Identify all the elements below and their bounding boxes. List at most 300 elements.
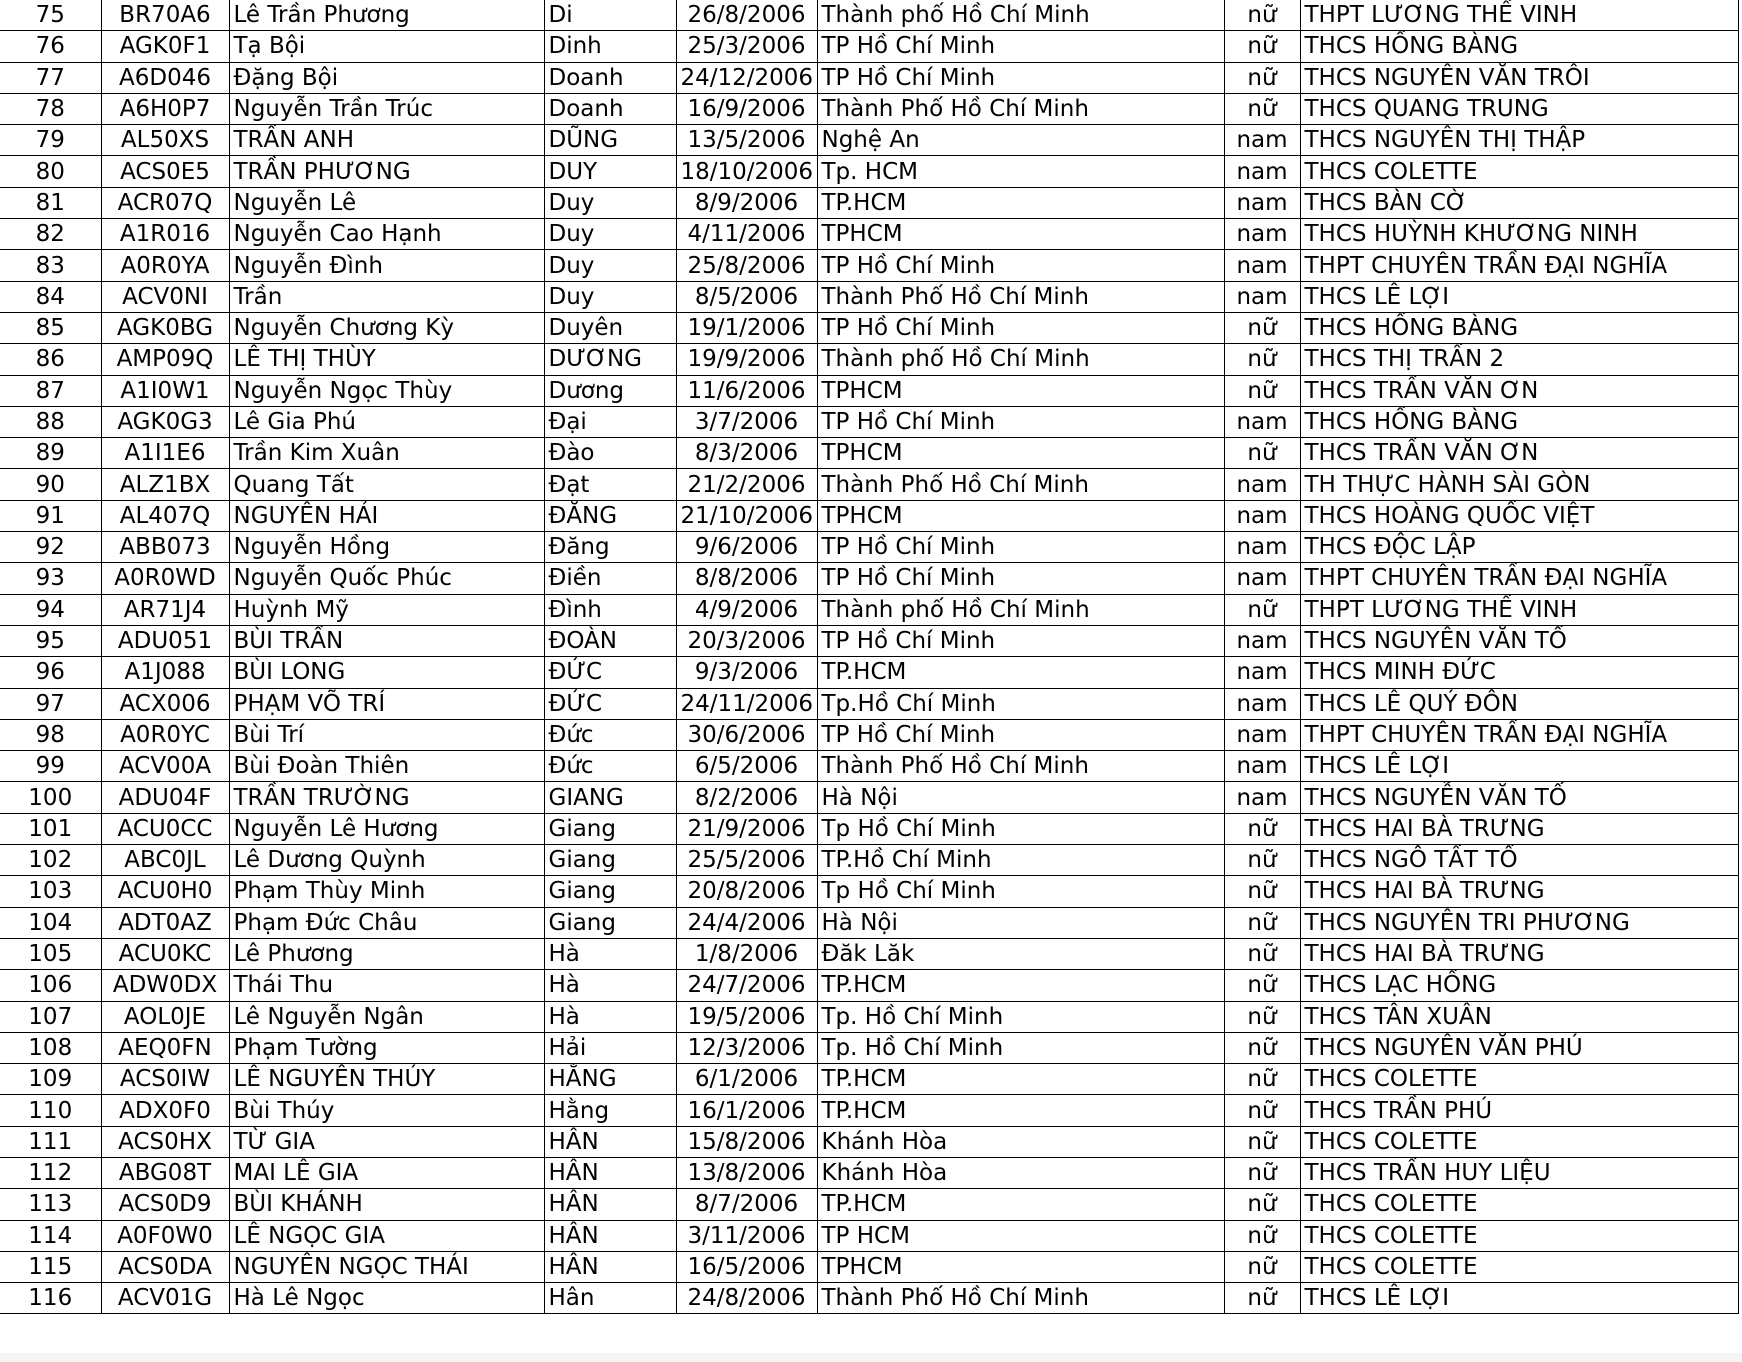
cell-first-name[interactable]: Giang [544, 845, 676, 876]
cell-first-name[interactable]: ĐOÀN [544, 625, 676, 656]
cell-code[interactable]: AGK0G3 [101, 406, 229, 437]
cell-birth-date[interactable]: 18/10/2006 [676, 156, 817, 187]
cell-birth-date[interactable]: 6/1/2006 [676, 1064, 817, 1095]
cell-birth-date[interactable]: 6/5/2006 [676, 751, 817, 782]
cell-birth-place[interactable]: TPHCM [817, 219, 1224, 250]
cell-birth-place[interactable]: Tp.Hồ Chí Minh [817, 688, 1224, 719]
cell-birth-date[interactable]: 13/5/2006 [676, 125, 817, 156]
cell-birth-date[interactable]: 4/11/2006 [676, 219, 817, 250]
cell-code[interactable]: A6H0P7 [101, 93, 229, 124]
cell-code[interactable]: AEQ0FN [101, 1032, 229, 1063]
cell-number[interactable]: 80 [0, 156, 101, 187]
cell-number[interactable]: 96 [0, 657, 101, 688]
cell-first-name[interactable]: Đào [544, 438, 676, 469]
cell-last-middle-name[interactable]: Nguyễn Lê Hương [229, 813, 544, 844]
cell-gender[interactable]: nam [1224, 500, 1300, 531]
cell-school[interactable]: THCS NGUYỄN VĂN TRỖI [1300, 62, 1738, 93]
cell-number[interactable]: 116 [0, 1283, 101, 1314]
cell-code[interactable]: ADU04F [101, 782, 229, 813]
cell-last-middle-name[interactable]: LÊ NGUYỄN THÚY [229, 1064, 544, 1095]
cell-code[interactable]: ACX006 [101, 688, 229, 719]
cell-birth-date[interactable]: 19/9/2006 [676, 344, 817, 375]
cell-gender[interactable]: nữ [1224, 813, 1300, 844]
cell-first-name[interactable]: Hà [544, 1001, 676, 1032]
cell-code[interactable]: A1R016 [101, 219, 229, 250]
cell-last-middle-name[interactable]: Lê Dương Quỳnh [229, 845, 544, 876]
cell-school[interactable]: THCS TRẦN VĂN ƠN [1300, 438, 1738, 469]
cell-birth-date[interactable]: 12/3/2006 [676, 1032, 817, 1063]
cell-birth-date[interactable]: 16/9/2006 [676, 93, 817, 124]
cell-gender[interactable]: nam [1224, 688, 1300, 719]
cell-number[interactable]: 90 [0, 469, 101, 500]
cell-birth-date[interactable]: 8/2/2006 [676, 782, 817, 813]
cell-first-name[interactable]: Duy [544, 187, 676, 218]
cell-last-middle-name[interactable]: NGUYỄN NGỌC THÁI [229, 1251, 544, 1282]
cell-gender[interactable]: nam [1224, 719, 1300, 750]
cell-last-middle-name[interactable]: PHẠM VÕ TRÍ [229, 688, 544, 719]
cell-number[interactable]: 103 [0, 876, 101, 907]
cell-number[interactable]: 75 [0, 0, 101, 31]
cell-birth-date[interactable]: 3/7/2006 [676, 406, 817, 437]
cell-birth-place[interactable]: TP Hồ Chí Minh [817, 312, 1224, 343]
cell-birth-date[interactable]: 19/1/2006 [676, 312, 817, 343]
cell-school[interactable]: THCS TRẦN HUY LIỆU [1300, 1157, 1738, 1188]
cell-school[interactable]: THCS LÊ LỢI [1300, 751, 1738, 782]
cell-first-name[interactable]: Duyên [544, 312, 676, 343]
cell-birth-place[interactable]: TP Hồ Chí Minh [817, 31, 1224, 62]
cell-birth-place[interactable]: TP Hồ Chí Minh [817, 406, 1224, 437]
cell-birth-place[interactable]: TPHCM [817, 1251, 1224, 1282]
cell-gender[interactable]: nam [1224, 281, 1300, 312]
cell-number[interactable]: 76 [0, 31, 101, 62]
cell-school[interactable]: THCS COLETTE [1300, 1064, 1738, 1095]
cell-last-middle-name[interactable]: Phạm Tường [229, 1032, 544, 1063]
cell-birth-place[interactable]: TPHCM [817, 375, 1224, 406]
cell-code[interactable]: ACV00A [101, 751, 229, 782]
cell-first-name[interactable]: Giang [544, 907, 676, 938]
cell-gender[interactable]: nam [1224, 782, 1300, 813]
cell-code[interactable]: ADX0F0 [101, 1095, 229, 1126]
cell-birth-place[interactable]: Tp Hồ Chí Minh [817, 876, 1224, 907]
cell-last-middle-name[interactable]: Quang Tất [229, 469, 544, 500]
cell-code[interactable]: ACS0D9 [101, 1189, 229, 1220]
cell-school[interactable]: THPT LƯƠNG THẾ VINH [1300, 0, 1738, 31]
cell-code[interactable]: ACS0HX [101, 1126, 229, 1157]
cell-birth-place[interactable]: Thành phố Hồ Chí Minh [817, 0, 1224, 31]
cell-birth-place[interactable]: TP.HCM [817, 1095, 1224, 1126]
cell-birth-date[interactable]: 15/8/2006 [676, 1126, 817, 1157]
cell-last-middle-name[interactable]: Nguyễn Cao Hạnh [229, 219, 544, 250]
cell-birth-date[interactable]: 20/3/2006 [676, 625, 817, 656]
cell-number[interactable]: 108 [0, 1032, 101, 1063]
cell-gender[interactable]: nam [1224, 563, 1300, 594]
cell-birth-place[interactable]: TP.HCM [817, 657, 1224, 688]
cell-first-name[interactable]: Đăng [544, 532, 676, 563]
cell-gender[interactable]: nữ [1224, 93, 1300, 124]
cell-birth-place[interactable]: Thành Phố Hồ Chí Minh [817, 469, 1224, 500]
cell-school[interactable]: THCS THỊ TRẤN 2 [1300, 344, 1738, 375]
cell-code[interactable]: ACS0IW [101, 1064, 229, 1095]
cell-birth-date[interactable]: 8/7/2006 [676, 1189, 817, 1220]
cell-last-middle-name[interactable]: Phạm Thùy Minh [229, 876, 544, 907]
cell-school[interactable]: THCS LẠC HỒNG [1300, 970, 1738, 1001]
cell-number[interactable]: 105 [0, 938, 101, 969]
cell-gender[interactable]: nữ [1224, 1001, 1300, 1032]
cell-school[interactable]: THCS NGUYỄN THỊ THẬP [1300, 125, 1738, 156]
cell-last-middle-name[interactable]: Bùi Thúy [229, 1095, 544, 1126]
cell-birth-date[interactable]: 25/5/2006 [676, 845, 817, 876]
cell-birth-place[interactable]: Thành phố Hồ Chí Minh [817, 344, 1224, 375]
cell-school[interactable]: THCS HAI BÀ TRƯNG [1300, 938, 1738, 969]
cell-school[interactable]: THCS HAI BÀ TRƯNG [1300, 876, 1738, 907]
cell-birth-date[interactable]: 8/9/2006 [676, 187, 817, 218]
cell-school[interactable]: THCS NGUYỄN VĂN TỐ [1300, 625, 1738, 656]
cell-gender[interactable]: nữ [1224, 1032, 1300, 1063]
cell-first-name[interactable]: ĐỨC [544, 657, 676, 688]
cell-number[interactable]: 104 [0, 907, 101, 938]
cell-code[interactable]: A1I1E6 [101, 438, 229, 469]
cell-first-name[interactable]: HÂN [544, 1251, 676, 1282]
cell-birth-place[interactable]: TP Hồ Chí Minh [817, 532, 1224, 563]
cell-birth-place[interactable]: TP.HCM [817, 1064, 1224, 1095]
cell-birth-date[interactable]: 26/8/2006 [676, 0, 817, 31]
cell-gender[interactable]: nam [1224, 532, 1300, 563]
cell-number[interactable]: 102 [0, 845, 101, 876]
cell-code[interactable]: ABC0JL [101, 845, 229, 876]
cell-school[interactable]: THPT CHUYÊN TRẦN ĐẠI NGHĨA [1300, 563, 1738, 594]
cell-code[interactable]: ADU051 [101, 625, 229, 656]
cell-gender[interactable]: nam [1224, 625, 1300, 656]
cell-code[interactable]: ACR07Q [101, 187, 229, 218]
cell-birth-date[interactable]: 21/9/2006 [676, 813, 817, 844]
cell-number[interactable]: 101 [0, 813, 101, 844]
cell-code[interactable]: A0R0YA [101, 250, 229, 281]
cell-last-middle-name[interactable]: TRẦN TRƯỜNG [229, 782, 544, 813]
cell-gender[interactable]: nữ [1224, 594, 1300, 625]
cell-birth-place[interactable]: Thành Phố Hồ Chí Minh [817, 281, 1224, 312]
cell-first-name[interactable]: Hà [544, 970, 676, 1001]
cell-first-name[interactable]: Điền [544, 563, 676, 594]
cell-gender[interactable]: nữ [1224, 1283, 1300, 1314]
cell-gender[interactable]: nam [1224, 187, 1300, 218]
cell-birth-date[interactable]: 24/8/2006 [676, 1283, 817, 1314]
cell-birth-date[interactable]: 24/7/2006 [676, 970, 817, 1001]
cell-first-name[interactable]: Di [544, 0, 676, 31]
cell-code[interactable]: A1I0W1 [101, 375, 229, 406]
cell-birth-place[interactable]: Hà Nội [817, 907, 1224, 938]
cell-first-name[interactable]: Đức [544, 751, 676, 782]
cell-gender[interactable]: nữ [1224, 938, 1300, 969]
cell-birth-date[interactable]: 9/6/2006 [676, 532, 817, 563]
cell-birth-place[interactable]: Thành Phố Hồ Chí Minh [817, 751, 1224, 782]
cell-school[interactable]: TH THỰC HÀNH SÀI GÒN [1300, 469, 1738, 500]
cell-last-middle-name[interactable]: Huỳnh Mỹ [229, 594, 544, 625]
cell-number[interactable]: 91 [0, 500, 101, 531]
cell-number[interactable]: 78 [0, 93, 101, 124]
cell-first-name[interactable]: Đức [544, 719, 676, 750]
cell-number[interactable]: 93 [0, 563, 101, 594]
cell-code[interactable]: ACU0KC [101, 938, 229, 969]
cell-gender[interactable]: nữ [1224, 31, 1300, 62]
cell-school[interactable]: THCS COLETTE [1300, 156, 1738, 187]
cell-birth-date[interactable]: 25/8/2006 [676, 250, 817, 281]
cell-gender[interactable]: nữ [1224, 1251, 1300, 1282]
cell-birth-place[interactable]: TP.HCM [817, 970, 1224, 1001]
cell-number[interactable]: 109 [0, 1064, 101, 1095]
cell-school[interactable]: THCS COLETTE [1300, 1251, 1738, 1282]
cell-number[interactable]: 94 [0, 594, 101, 625]
cell-first-name[interactable]: Dinh [544, 31, 676, 62]
cell-birth-place[interactable]: TP.HCM [817, 1189, 1224, 1220]
cell-last-middle-name[interactable]: BÙI KHÁNH [229, 1189, 544, 1220]
cell-first-name[interactable]: Hà [544, 938, 676, 969]
cell-school[interactable]: THCS TRẦN VĂN ƠN [1300, 375, 1738, 406]
cell-birth-date[interactable]: 21/10/2006 [676, 500, 817, 531]
cell-birth-date[interactable]: 16/1/2006 [676, 1095, 817, 1126]
cell-last-middle-name[interactable]: Bùi Trí [229, 719, 544, 750]
cell-first-name[interactable]: Đạt [544, 469, 676, 500]
cell-first-name[interactable]: DŨNG [544, 125, 676, 156]
cell-number[interactable]: 83 [0, 250, 101, 281]
cell-number[interactable]: 107 [0, 1001, 101, 1032]
cell-school[interactable]: THCS TRẦN PHÚ [1300, 1095, 1738, 1126]
cell-birth-place[interactable]: Tp Hồ Chí Minh [817, 813, 1224, 844]
cell-birth-date[interactable]: 24/11/2006 [676, 688, 817, 719]
cell-last-middle-name[interactable]: NGUYỄN HẢI [229, 500, 544, 531]
cell-birth-place[interactable]: Hà Nội [817, 782, 1224, 813]
cell-last-middle-name[interactable]: Trần [229, 281, 544, 312]
cell-birth-place[interactable]: TPHCM [817, 500, 1224, 531]
cell-birth-date[interactable]: 24/12/2006 [676, 62, 817, 93]
cell-number[interactable]: 97 [0, 688, 101, 719]
cell-first-name[interactable]: Dương [544, 375, 676, 406]
cell-first-name[interactable]: Duy [544, 250, 676, 281]
cell-birth-place[interactable]: Khánh Hòa [817, 1126, 1224, 1157]
cell-school[interactable]: THCS HUỲNH KHƯƠNG NINH [1300, 219, 1738, 250]
cell-code[interactable]: AL50XS [101, 125, 229, 156]
cell-code[interactable]: ACU0H0 [101, 876, 229, 907]
cell-birth-place[interactable]: TP Hồ Chí Minh [817, 250, 1224, 281]
cell-gender[interactable]: nữ [1224, 375, 1300, 406]
cell-first-name[interactable]: HÂN [544, 1157, 676, 1188]
cell-birth-date[interactable]: 8/5/2006 [676, 281, 817, 312]
cell-number[interactable]: 115 [0, 1251, 101, 1282]
cell-number[interactable]: 112 [0, 1157, 101, 1188]
cell-gender[interactable]: nữ [1224, 907, 1300, 938]
cell-first-name[interactable]: HẰNG [544, 1064, 676, 1095]
cell-number[interactable]: 82 [0, 219, 101, 250]
cell-code[interactable]: ADT0AZ [101, 907, 229, 938]
cell-birth-date[interactable]: 8/3/2006 [676, 438, 817, 469]
cell-last-middle-name[interactable]: Nguyễn Trần Trúc [229, 93, 544, 124]
cell-first-name[interactable]: Duy [544, 219, 676, 250]
cell-last-middle-name[interactable]: Nguyễn Hồng [229, 532, 544, 563]
cell-code[interactable]: A0F0W0 [101, 1220, 229, 1251]
cell-birth-date[interactable]: 20/8/2006 [676, 876, 817, 907]
cell-code[interactable]: ABG08T [101, 1157, 229, 1188]
cell-last-middle-name[interactable]: Lê Phương [229, 938, 544, 969]
cell-last-middle-name[interactable]: Nguyễn Ngọc Thùy [229, 375, 544, 406]
cell-number[interactable]: 85 [0, 312, 101, 343]
cell-first-name[interactable]: DUY [544, 156, 676, 187]
cell-school[interactable]: THCS BÀN CỜ [1300, 187, 1738, 218]
cell-code[interactable]: ADW0DX [101, 970, 229, 1001]
cell-birth-place[interactable]: Tp. Hồ Chí Minh [817, 1001, 1224, 1032]
cell-birth-place[interactable]: TP.HCM [817, 187, 1224, 218]
cell-school[interactable]: THCS NGUYỄN VĂN PHÚ [1300, 1032, 1738, 1063]
cell-birth-place[interactable]: TP Hồ Chí Minh [817, 563, 1224, 594]
cell-birth-place[interactable]: TP.Hồ Chí Minh [817, 845, 1224, 876]
cell-last-middle-name[interactable]: TRẦN ANH [229, 125, 544, 156]
cell-birth-place[interactable]: Thành phố Hồ Chí Minh [817, 594, 1224, 625]
cell-birth-place[interactable]: Tp. Hồ Chí Minh [817, 1032, 1224, 1063]
cell-birth-place[interactable]: TP Hồ Chí Minh [817, 62, 1224, 93]
cell-birth-place[interactable]: TP Hồ Chí Minh [817, 625, 1224, 656]
cell-school[interactable]: THCS HOÀNG QUỐC VIỆT [1300, 500, 1738, 531]
cell-gender[interactable]: nữ [1224, 1189, 1300, 1220]
cell-school[interactable]: THCS COLETTE [1300, 1126, 1738, 1157]
cell-birth-date[interactable]: 16/5/2006 [676, 1251, 817, 1282]
cell-code[interactable]: AMP09Q [101, 344, 229, 375]
cell-last-middle-name[interactable]: Đặng Bội [229, 62, 544, 93]
cell-number[interactable]: 87 [0, 375, 101, 406]
cell-birth-date[interactable]: 21/2/2006 [676, 469, 817, 500]
cell-last-middle-name[interactable]: Lê Trần Phương [229, 0, 544, 31]
cell-code[interactable]: AR71J4 [101, 594, 229, 625]
cell-first-name[interactable]: Đình [544, 594, 676, 625]
cell-school[interactable]: THCS NGUYỄN TRI PHƯƠNG [1300, 907, 1738, 938]
cell-number[interactable]: 111 [0, 1126, 101, 1157]
cell-school[interactable]: THCS MINH ĐỨC [1300, 657, 1738, 688]
cell-first-name[interactable]: Giang [544, 813, 676, 844]
cell-birth-place[interactable]: Đăk Lăk [817, 938, 1224, 969]
cell-code[interactable]: ALZ1BX [101, 469, 229, 500]
cell-birth-place[interactable]: Nghệ An [817, 125, 1224, 156]
cell-last-middle-name[interactable]: LÊ NGỌC GIA [229, 1220, 544, 1251]
cell-code[interactable]: ACS0E5 [101, 156, 229, 187]
cell-birth-date[interactable]: 24/4/2006 [676, 907, 817, 938]
cell-gender[interactable]: nữ [1224, 876, 1300, 907]
cell-birth-place[interactable]: TP HCM [817, 1220, 1224, 1251]
cell-code[interactable]: A6D046 [101, 62, 229, 93]
cell-gender[interactable]: nữ [1224, 1220, 1300, 1251]
cell-last-middle-name[interactable]: Thái Thu [229, 970, 544, 1001]
cell-number[interactable]: 86 [0, 344, 101, 375]
cell-gender[interactable]: nam [1224, 125, 1300, 156]
cell-birth-date[interactable]: 9/3/2006 [676, 657, 817, 688]
cell-number[interactable]: 98 [0, 719, 101, 750]
cell-birth-place[interactable]: Thành Phố Hồ Chí Minh [817, 1283, 1224, 1314]
cell-first-name[interactable]: DƯƠNG [544, 344, 676, 375]
cell-number[interactable]: 99 [0, 751, 101, 782]
cell-last-middle-name[interactable]: BÙI TRẦN [229, 625, 544, 656]
cell-code[interactable]: AGK0F1 [101, 31, 229, 62]
cell-first-name[interactable]: Hằng [544, 1095, 676, 1126]
cell-first-name[interactable]: Hải [544, 1032, 676, 1063]
cell-school[interactable]: THCS NGUYỄN VĂN TỐ [1300, 782, 1738, 813]
cell-gender[interactable]: nam [1224, 469, 1300, 500]
cell-last-middle-name[interactable]: Nguyễn Lê [229, 187, 544, 218]
cell-code[interactable]: ACU0CC [101, 813, 229, 844]
cell-school[interactable]: THCS TÂN XUÂN [1300, 1001, 1738, 1032]
cell-birth-date[interactable]: 19/5/2006 [676, 1001, 817, 1032]
cell-school[interactable]: THCS HỒNG BÀNG [1300, 406, 1738, 437]
cell-gender[interactable]: nam [1224, 250, 1300, 281]
cell-last-middle-name[interactable]: Nguyễn Quốc Phúc [229, 563, 544, 594]
cell-first-name[interactable]: HÂN [544, 1189, 676, 1220]
cell-gender[interactable]: nữ [1224, 1126, 1300, 1157]
cell-code[interactable]: A0R0YC [101, 719, 229, 750]
cell-school[interactable]: THCS HỒNG BÀNG [1300, 312, 1738, 343]
cell-first-name[interactable]: Hân [544, 1283, 676, 1314]
cell-birth-date[interactable]: 11/6/2006 [676, 375, 817, 406]
cell-last-middle-name[interactable]: Phạm Đức Châu [229, 907, 544, 938]
cell-birth-date[interactable]: 25/3/2006 [676, 31, 817, 62]
cell-birth-place[interactable]: Thành Phố Hồ Chí Minh [817, 93, 1224, 124]
cell-gender[interactable]: nam [1224, 219, 1300, 250]
cell-last-middle-name[interactable]: Tạ Bội [229, 31, 544, 62]
cell-birth-date[interactable]: 1/8/2006 [676, 938, 817, 969]
cell-number[interactable]: 81 [0, 187, 101, 218]
cell-birth-date[interactable]: 8/8/2006 [676, 563, 817, 594]
cell-last-middle-name[interactable]: LÊ THỊ THÙY [229, 344, 544, 375]
cell-code[interactable]: ACS0DA [101, 1251, 229, 1282]
cell-first-name[interactable]: Giang [544, 876, 676, 907]
cell-last-middle-name[interactable]: MAI LÊ GIA [229, 1157, 544, 1188]
cell-number[interactable]: 77 [0, 62, 101, 93]
cell-code[interactable]: AOL0JE [101, 1001, 229, 1032]
cell-number[interactable]: 88 [0, 406, 101, 437]
cell-gender[interactable]: nam [1224, 156, 1300, 187]
cell-last-middle-name[interactable]: Hà Lê Ngọc [229, 1283, 544, 1314]
cell-birth-place[interactable]: Tp. HCM [817, 156, 1224, 187]
cell-code[interactable]: A1J088 [101, 657, 229, 688]
cell-number[interactable]: 84 [0, 281, 101, 312]
cell-number[interactable]: 110 [0, 1095, 101, 1126]
cell-last-middle-name[interactable]: Nguyễn Chương Kỳ [229, 312, 544, 343]
cell-last-middle-name[interactable]: Lê Gia Phú [229, 406, 544, 437]
cell-gender[interactable]: nữ [1224, 62, 1300, 93]
cell-number[interactable]: 114 [0, 1220, 101, 1251]
cell-code[interactable]: ABB073 [101, 532, 229, 563]
cell-gender[interactable]: nữ [1224, 344, 1300, 375]
cell-birth-date[interactable]: 13/8/2006 [676, 1157, 817, 1188]
cell-school[interactable]: THCS NGÔ TẤT TỐ [1300, 845, 1738, 876]
cell-school[interactable]: THPT LƯƠNG THẾ VINH [1300, 594, 1738, 625]
cell-number[interactable]: 95 [0, 625, 101, 656]
cell-number[interactable]: 79 [0, 125, 101, 156]
cell-first-name[interactable]: Doanh [544, 62, 676, 93]
cell-school[interactable]: THCS HỒNG BÀNG [1300, 31, 1738, 62]
cell-first-name[interactable]: Duy [544, 281, 676, 312]
cell-gender[interactable]: nữ [1224, 438, 1300, 469]
cell-last-middle-name[interactable]: Lê Nguyễn Ngân [229, 1001, 544, 1032]
cell-first-name[interactable]: GIANG [544, 782, 676, 813]
cell-gender[interactable]: nam [1224, 751, 1300, 782]
cell-code[interactable]: ACV01G [101, 1283, 229, 1314]
cell-birth-place[interactable]: Khánh Hòa [817, 1157, 1224, 1188]
cell-gender[interactable]: nữ [1224, 970, 1300, 1001]
cell-school[interactable]: THCS LÊ QUÝ ĐÔN [1300, 688, 1738, 719]
cell-school[interactable]: THCS QUANG TRUNG [1300, 93, 1738, 124]
cell-gender[interactable]: nữ [1224, 0, 1300, 31]
cell-first-name[interactable]: Đại [544, 406, 676, 437]
cell-school[interactable]: THPT CHUYÊN TRẦN ĐẠI NGHĨA [1300, 719, 1738, 750]
cell-gender[interactable]: nữ [1224, 845, 1300, 876]
cell-number[interactable]: 113 [0, 1189, 101, 1220]
cell-birth-date[interactable]: 30/6/2006 [676, 719, 817, 750]
cell-school[interactable]: THPT CHUYÊN TRẦN ĐẠI NGHĨA [1300, 250, 1738, 281]
